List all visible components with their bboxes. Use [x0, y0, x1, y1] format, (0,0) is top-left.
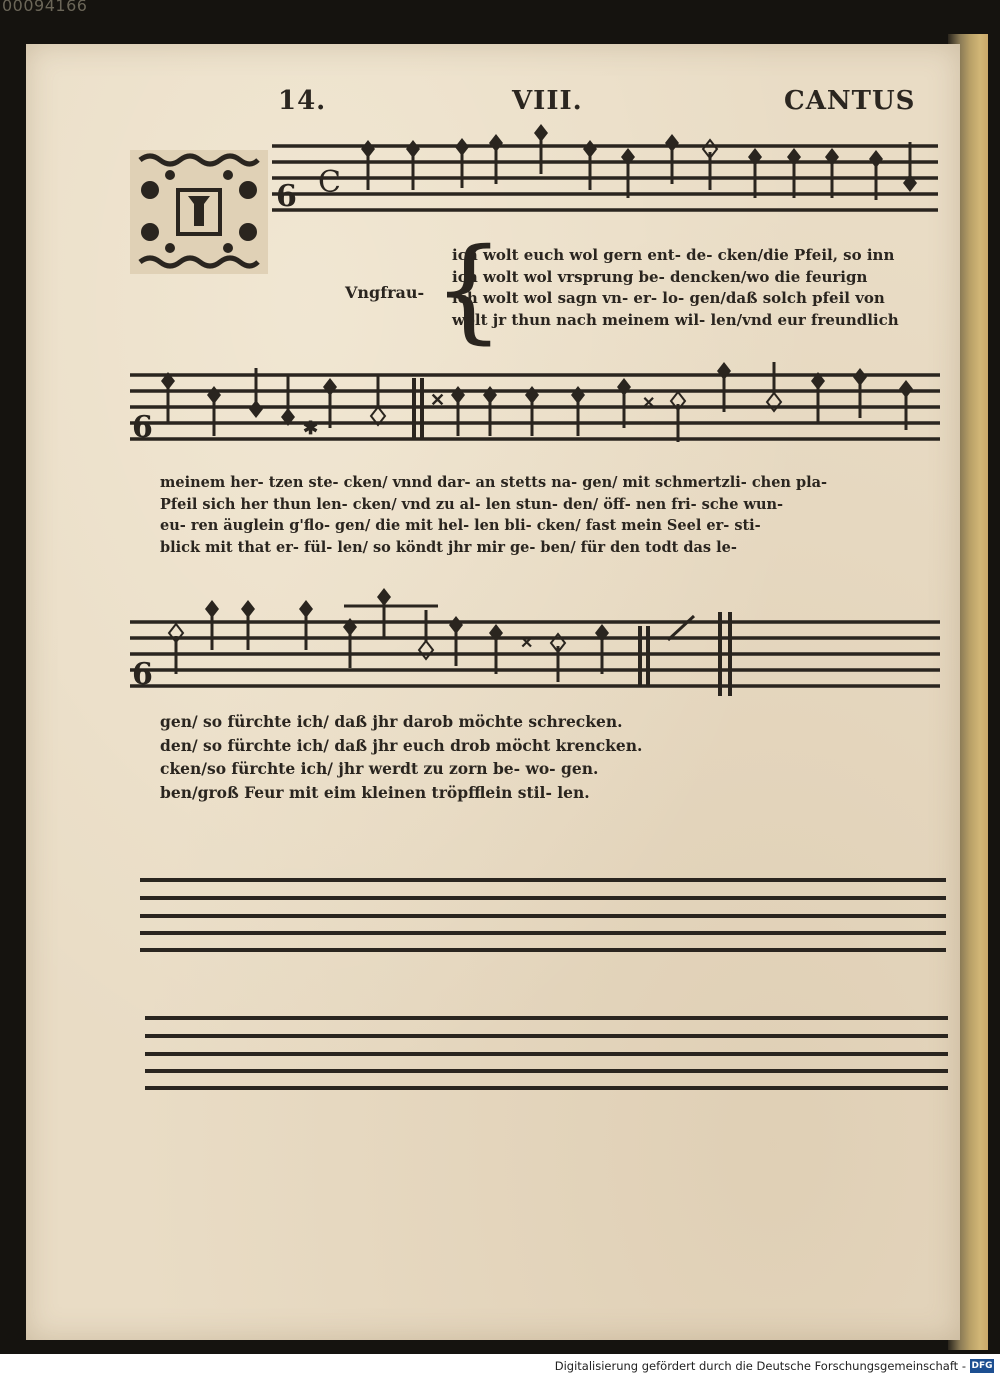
staff-system-3 [130, 588, 940, 696]
dfg-logo[interactable]: DFG [971, 1361, 993, 1371]
scan-id: 00094166 [2, 0, 88, 15]
lyric-line: ben/groß Feur mit eim kleinen tröpfflein stil- len. [160, 782, 590, 802]
footer-bar [0, 1354, 1000, 1380]
lyric-line: ich wolt euch wol gern ent- de- cken/die Pfeil, so inn [452, 246, 895, 264]
lyrics-system-3 [160, 710, 642, 804]
lyric-line: blick mit that er- fül- len/ so köndt jhr mir ge- ben/ für den todt das le- [160, 538, 737, 556]
lyric-line: eu- ren äuglein g'flo- gen/ die mit hel- len bli- cken/ fast mein Seel er- sti- [160, 517, 761, 534]
svg-text:✱: ✱ [303, 418, 319, 439]
lyric-line: meinem her- tzen ste- cken/ vnnd dar- an stetts na- gen/ mit schmertzli- chen pla- [160, 474, 828, 491]
lyric-line: cken/so fürchte ich/ jhr werdt zu zorn be- wo- gen. [160, 759, 599, 778]
svg-text:✕: ✕ [642, 393, 656, 412]
svg-text:✕: ✕ [520, 633, 534, 652]
blank-staff-5 [145, 1018, 948, 1088]
lyric-line: gen/ so fürchte ich/ daß jhr darob möchte schrecken. [160, 712, 623, 731]
c-clef-icon: 6 [276, 179, 297, 214]
voice-label: Vngfrau- [345, 283, 425, 302]
svg-text:6: 6 [132, 657, 153, 692]
lyric-line: ich wolt wol vrsprung be- dencken/wo die feurign [452, 267, 868, 286]
page-number: 14. [278, 86, 327, 116]
lyric-line: den/ so fürchte ich/ daß jhr euch drob möcht krencken. [160, 735, 643, 755]
section-number: VIII. [512, 86, 583, 116]
lyric-line: wolt jr thun nach meinem wil- len/vnd eur freundlich [452, 310, 899, 329]
verse-brace: { [433, 225, 505, 355]
blank-staff-4 [140, 880, 946, 950]
footer-credit: Digitalisierung gefördert durch die Deutsche Forschungsgemeinschaft - [554, 1359, 966, 1373]
voice-title: CANTUS [784, 86, 916, 116]
cut-time-icon: C [318, 165, 341, 200]
staff-system-2 [130, 362, 940, 445]
decorated-initial-icon [130, 150, 268, 274]
lyrics-system-2 [160, 472, 827, 558]
lyric-line: Pfeil sich her thun len- cken/ vnd zu al- len stun- den/ öff- nen fri- sche wun- [160, 495, 784, 513]
svg-text:6: 6 [132, 410, 153, 445]
staff-system-1 [272, 124, 938, 214]
svg-text:✕: ✕ [430, 390, 446, 411]
lyrics-system-1 [452, 245, 899, 331]
lyric-line: ich wolt wol sagn vn- er- lo- gen/daß solch pfeil von [452, 289, 885, 307]
